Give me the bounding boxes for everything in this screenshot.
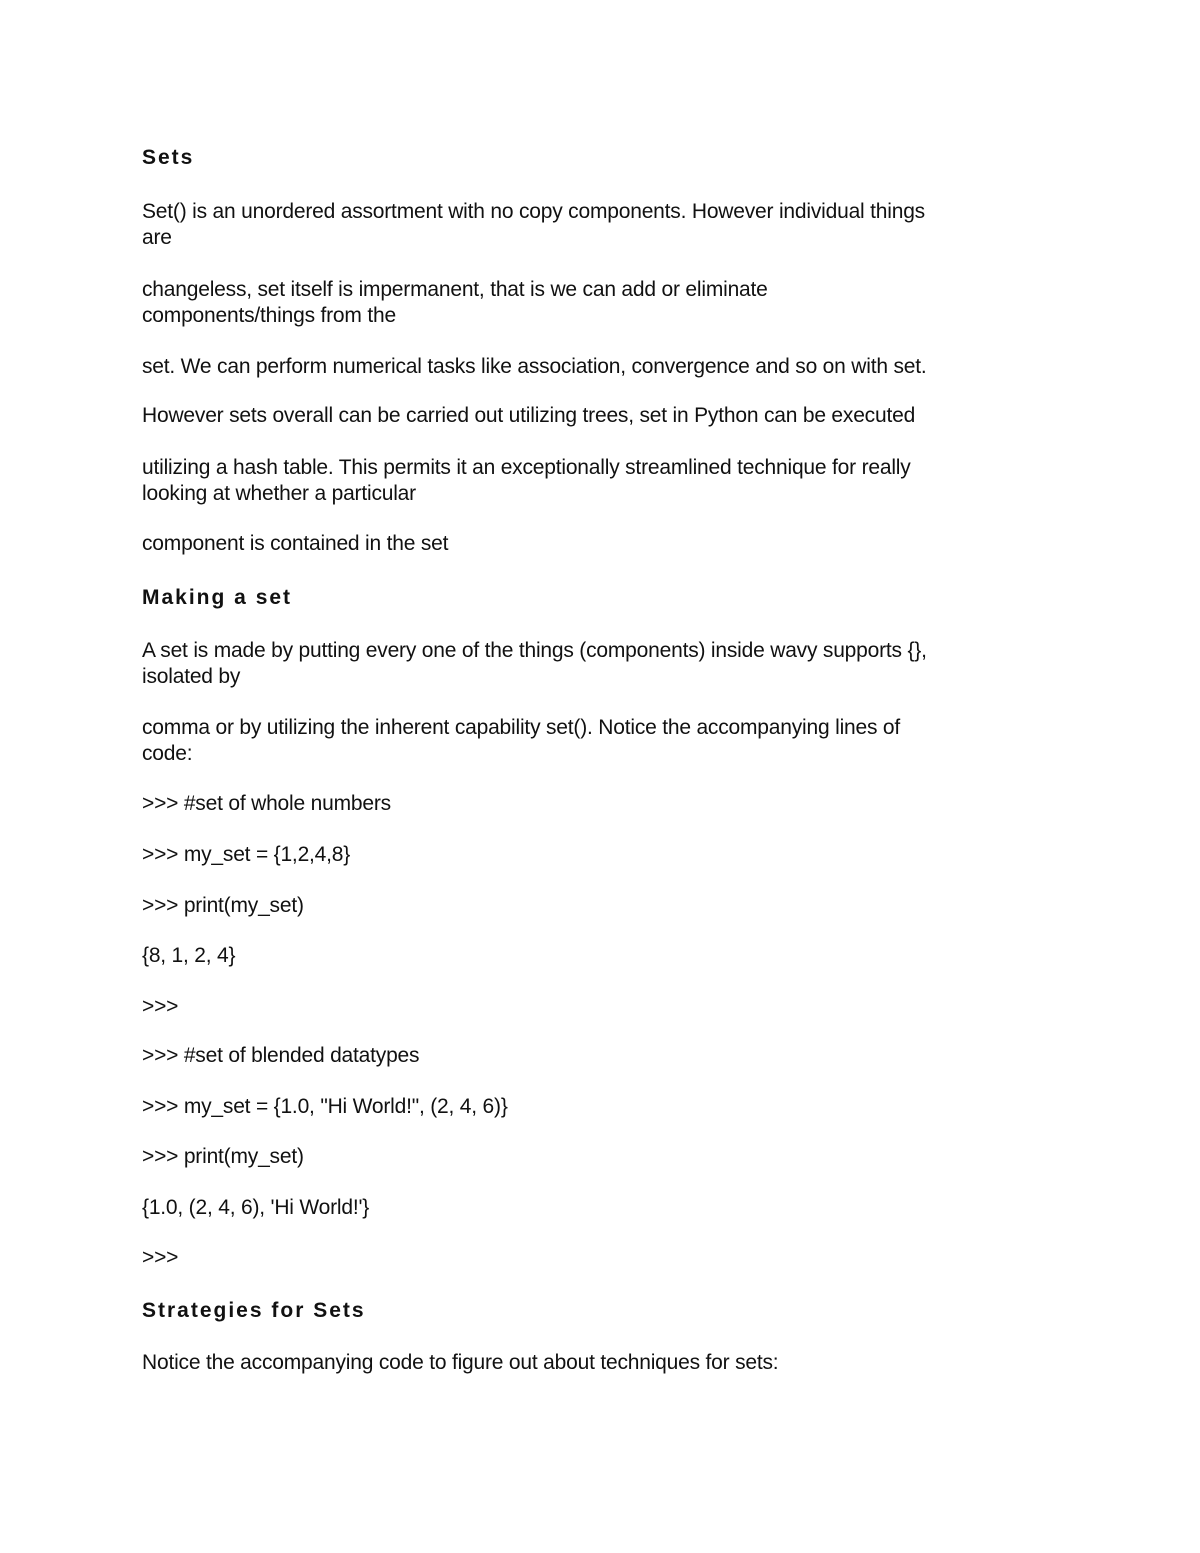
paragraph-line: looking at whether a particular bbox=[142, 482, 416, 505]
code-line: >>> print(my_set) bbox=[142, 894, 304, 917]
paragraph-line: However sets overall can be carried out utilizing trees, set in Python can be executed bbox=[142, 404, 916, 427]
code-line: {1.0, (2, 4, 6), 'Hi World!'} bbox=[142, 1196, 370, 1219]
code-line: >>> print(my_set) bbox=[142, 1145, 304, 1168]
paragraph-line: isolated by bbox=[142, 665, 241, 688]
paragraph-line: Set() is an unordered assortment with no copy components. However individual things bbox=[142, 200, 925, 223]
section-heading-sets: Sets bbox=[142, 146, 195, 169]
code-line: >>> #set of blended datatypes bbox=[142, 1044, 420, 1067]
code-line: >>> my_set = {1.0, "Hi World!", (2, 4, 6)} bbox=[142, 1095, 508, 1118]
section-heading-strategies-for-sets: Strategies for Sets bbox=[142, 1299, 366, 1322]
paragraph-line: component is contained in the set bbox=[142, 532, 449, 555]
section-heading-making-a-set: Making a set bbox=[142, 586, 293, 609]
paragraph-line: set. We can perform numerical tasks like association, convergence and so on with set. bbox=[142, 355, 927, 378]
paragraph-line: components/things from the bbox=[142, 304, 396, 327]
paragraph-line: code: bbox=[142, 742, 193, 765]
paragraph-line: changeless, set itself is impermanent, that is we can add or eliminate bbox=[142, 278, 768, 301]
code-line: {8, 1, 2, 4} bbox=[142, 944, 236, 967]
code-line: >>> my_set = {1,2,4,8} bbox=[142, 843, 351, 866]
paragraph-line: Notice the accompanying code to figure out about techniques for sets: bbox=[142, 1351, 779, 1374]
code-line: >>> bbox=[142, 995, 179, 1018]
paragraph-line: utilizing a hash table. This permits it an exceptionally streamlined technique for really bbox=[142, 456, 911, 479]
paragraph-line: comma or by utilizing the inherent capability set(). Notice the accompanying lines of bbox=[142, 716, 901, 739]
paragraph-line: are bbox=[142, 226, 172, 249]
paragraph-line: A set is made by putting every one of the things (components) inside wavy supports {}, bbox=[142, 639, 927, 662]
code-line: >>> bbox=[142, 1246, 179, 1269]
code-line: >>> #set of whole numbers bbox=[142, 792, 391, 815]
